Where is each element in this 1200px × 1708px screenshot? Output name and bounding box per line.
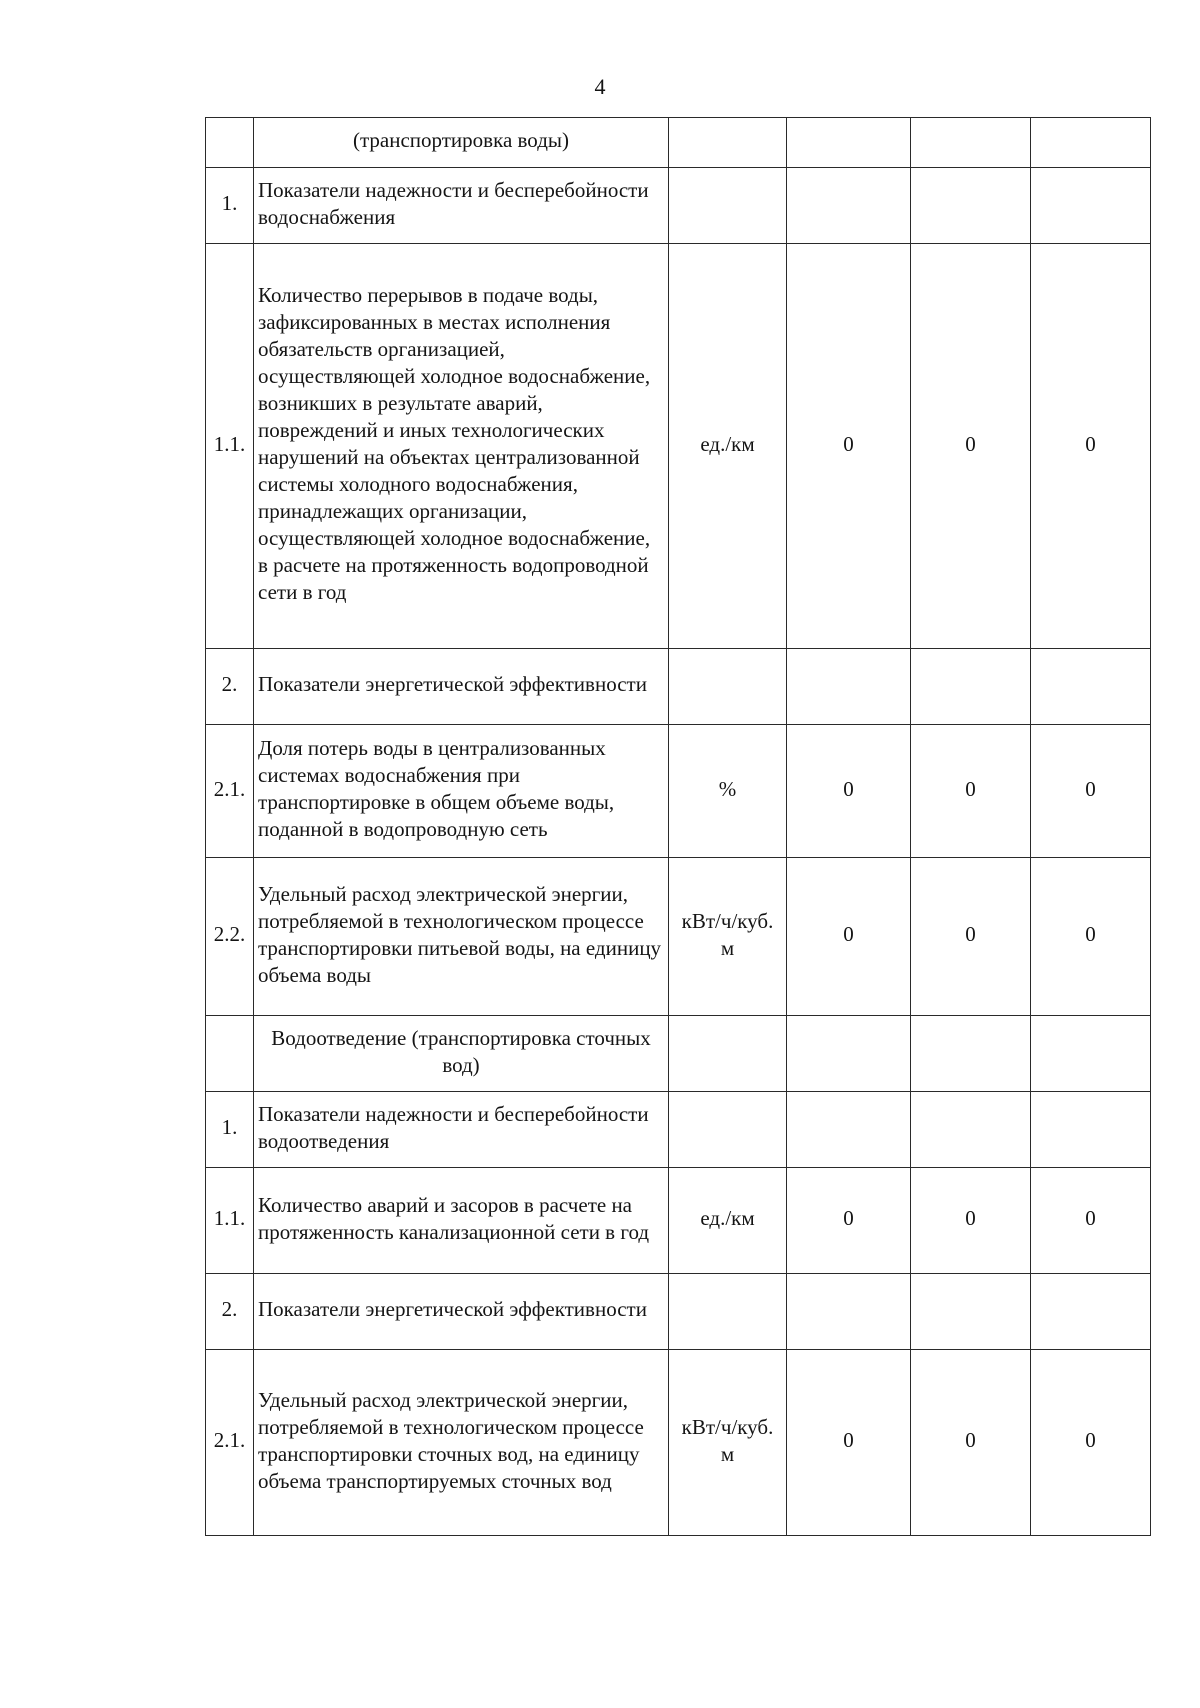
row-number: 1.1. xyxy=(206,1168,254,1274)
indicator-group-name: Показатели энергетической эффективности xyxy=(254,1274,669,1350)
value-cell: 0 xyxy=(911,725,1031,858)
indicator-group-name: Показатели надежности и бесперебойности водоснабжения xyxy=(254,168,669,244)
value-cell: 0 xyxy=(787,1350,911,1536)
unit-cell xyxy=(669,118,787,168)
value-cell: 0 xyxy=(1031,244,1151,649)
value-cell xyxy=(787,1092,911,1168)
value-cell: 0 xyxy=(1031,1350,1151,1536)
row-number: 2.1. xyxy=(206,725,254,858)
value-cell xyxy=(911,1016,1031,1092)
value-cell: 0 xyxy=(911,858,1031,1016)
indicator-group-name: Показатели энергетической эффективности xyxy=(254,649,669,725)
row-number: 2. xyxy=(206,649,254,725)
value-cell xyxy=(1031,649,1151,725)
table-row xyxy=(206,168,1151,244)
value-cell xyxy=(1031,168,1151,244)
indicator-name: Удельный расход электрической энергии, потребляемой в технологическом процессе транспортировки питьевой воды, на единицу объема воды xyxy=(254,858,669,1016)
indicator-group-name: Показатели надежности и бесперебойности водоотведения xyxy=(254,1092,669,1168)
indicator-name: Удельный расход электрической энергии, потребляемой в технологическом процессе транспортировки сточных вод, на единицу объема транспортируемых сточных вод xyxy=(254,1350,669,1536)
value-cell xyxy=(911,1092,1031,1168)
value-cell: 0 xyxy=(1031,1168,1151,1274)
row-number: 1. xyxy=(206,168,254,244)
value-cell xyxy=(787,168,911,244)
value-cell: 0 xyxy=(1031,725,1151,858)
indicator-name: Количество перерывов в подаче воды, зафиксированных в местах исполнения обязательств организацией, осуществляющей холодное водоснабжение, возникших в результате аварий, повреждений и иных технологических нарушений на объектах централизованной системы холодного водоснабжения, принадлежащих организации, осуществляющей холодное водоснабжение, в расчете на протяженность водопроводной сети в год xyxy=(254,244,669,649)
table-row xyxy=(206,858,1151,1016)
value-cell: 0 xyxy=(911,1168,1031,1274)
table-row xyxy=(206,725,1151,858)
unit-cell: ед./км xyxy=(669,1168,787,1274)
table-row xyxy=(206,244,1151,649)
indicator-name: Количество аварий и засоров в расчете на протяженность канализационной сети в год xyxy=(254,1168,669,1274)
indicators-table xyxy=(205,117,1151,1536)
value-cell xyxy=(1031,1016,1151,1092)
indicator-name: Доля потерь воды в централизованных системах водоснабжения при транспортировке в общем объеме воды, поданной в водопроводную сеть xyxy=(254,725,669,858)
table-row xyxy=(206,1168,1151,1274)
value-cell: 0 xyxy=(787,244,911,649)
value-cell xyxy=(1031,118,1151,168)
row-number xyxy=(206,1016,254,1092)
value-cell xyxy=(1031,1092,1151,1168)
table-row xyxy=(206,1016,1151,1092)
value-cell xyxy=(787,1274,911,1350)
page-number: 4 xyxy=(594,74,606,99)
value-cell xyxy=(911,118,1031,168)
row-number: 2.1. xyxy=(206,1350,254,1536)
table-row xyxy=(206,649,1151,725)
value-cell xyxy=(911,649,1031,725)
unit-cell: ед./км xyxy=(669,244,787,649)
table-row xyxy=(206,1274,1151,1350)
value-cell xyxy=(911,168,1031,244)
row-number: 2. xyxy=(206,1274,254,1350)
value-cell: 0 xyxy=(911,244,1031,649)
unit-cell xyxy=(669,1274,787,1350)
unit-cell xyxy=(669,1092,787,1168)
section-heading: Водоотведение (транспортировка сточных вод) xyxy=(254,1016,669,1092)
value-cell xyxy=(1031,1274,1151,1350)
table-row xyxy=(206,1092,1151,1168)
value-cell xyxy=(787,1016,911,1092)
row-number: 1. xyxy=(206,1092,254,1168)
value-cell: 0 xyxy=(787,1168,911,1274)
unit-cell xyxy=(669,168,787,244)
row-number: 2.2. xyxy=(206,858,254,1016)
value-cell: 0 xyxy=(1031,858,1151,1016)
value-cell: 0 xyxy=(787,725,911,858)
value-cell xyxy=(787,649,911,725)
value-cell: 0 xyxy=(911,1350,1031,1536)
unit-cell: % xyxy=(669,725,787,858)
section-heading: (транспортировка воды) xyxy=(254,118,669,168)
value-cell xyxy=(787,118,911,168)
row-number xyxy=(206,118,254,168)
row-number: 1.1. xyxy=(206,244,254,649)
value-cell: 0 xyxy=(787,858,911,1016)
unit-cell: кВт/ч/куб. м xyxy=(669,858,787,1016)
unit-cell xyxy=(669,649,787,725)
unit-cell xyxy=(669,1016,787,1092)
table-row xyxy=(206,1350,1151,1536)
unit-cell: кВт/ч/куб. м xyxy=(669,1350,787,1536)
value-cell xyxy=(911,1274,1031,1350)
table-row xyxy=(206,118,1151,168)
